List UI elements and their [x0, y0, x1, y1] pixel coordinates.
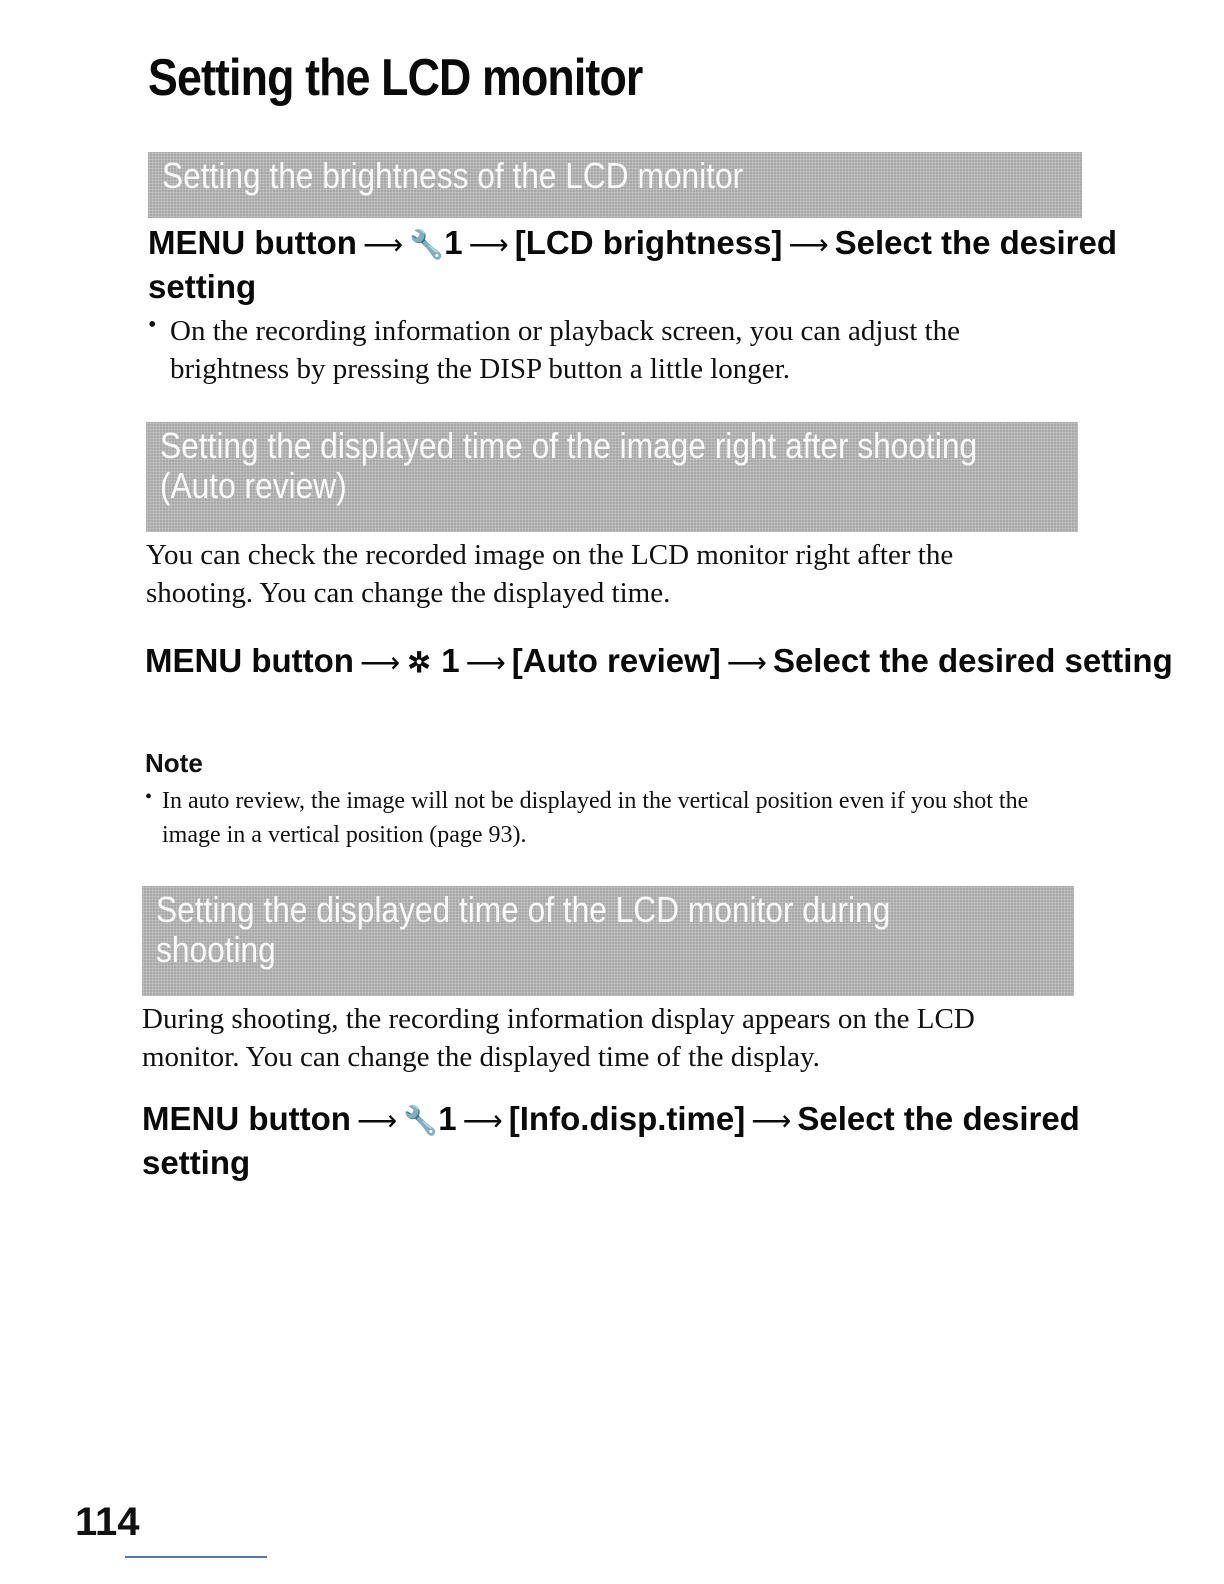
- arrow-icon: ⟶: [359, 647, 401, 678]
- arrow-icon: ⟶: [356, 1105, 398, 1136]
- section-heading-auto-review: [146, 422, 1078, 532]
- arrow-icon: ⟶: [751, 1105, 792, 1136]
- menu-item-lcd-brightness: [LCD brightness]: [514, 224, 783, 261]
- bullet-icon: •: [145, 786, 153, 808]
- menu-tab-number: 1: [438, 1100, 457, 1137]
- page-number-rule: [125, 1556, 267, 1558]
- arrow-icon: ⟶: [788, 229, 829, 260]
- menu-path-end: Select the desired setting: [142, 1100, 1080, 1181]
- menu-item-info-disp-time: [Info.disp.time]: [508, 1100, 746, 1137]
- note-label: Note: [145, 748, 203, 778]
- section-heading-info-display: [142, 886, 1074, 996]
- arrow-icon: ⟶: [462, 1105, 503, 1136]
- arrow-icon: ⟶: [465, 647, 506, 678]
- auto-review-note: In auto review, the image will not be displayed in the vertical position even if you shot the image in a vertical position (page 93).: [162, 788, 1029, 848]
- menu-button-label: MENU button: [142, 1100, 351, 1137]
- menu-button-label: MENU button: [145, 642, 354, 679]
- brightness-tip: On the recording information or playback screen, you can adjust the brightness by pressing the DISP button a little longer.: [170, 315, 960, 385]
- section-heading-info-display-line2: shooting: [156, 929, 276, 970]
- section-heading-auto-review-line2: (Auto review): [160, 465, 347, 506]
- arrow-icon: ⟶: [362, 229, 404, 260]
- section-heading-brightness-text: Setting the brightness of the LCD monitor: [162, 155, 744, 196]
- menu-path-lcd-brightness: [148, 222, 1178, 308]
- menu-path-info-disp-time: [142, 1098, 1172, 1184]
- wrench-icon: 🔧: [403, 1105, 438, 1136]
- arrow-icon: ⟶: [726, 647, 767, 678]
- wrench-icon: 🔧: [409, 229, 444, 260]
- arrow-icon: ⟶: [468, 229, 509, 260]
- gear-icon: ✲: [407, 647, 431, 678]
- bullet-icon: •: [148, 312, 157, 338]
- info-display-intro: During shooting, the recording information display appears on the LCD monitor. You can change the displayed time of the display.: [142, 1003, 975, 1073]
- menu-tab-number: 1: [444, 224, 463, 261]
- menu-path-end: Select the desired setting: [772, 642, 1173, 679]
- page-title: Setting the LCD monitor: [148, 49, 643, 107]
- menu-item-auto-review: [Auto review]: [511, 642, 721, 679]
- section-heading-brightness: [148, 152, 1082, 218]
- page-number: 114: [75, 1500, 140, 1544]
- menu-path-end: Select the desired setting: [148, 224, 1118, 305]
- menu-button-label: MENU button: [148, 224, 357, 261]
- section-heading-info-display-line1: Setting the displayed time of the LCD monitor during: [156, 889, 891, 930]
- menu-path-auto-review: [145, 640, 1175, 684]
- auto-review-intro: You can check the recorded image on the LCD monitor right after the shooting. You can change the displayed time.: [146, 539, 954, 609]
- menu-tab-number: 1: [441, 642, 460, 679]
- section-heading-auto-review-line1: Setting the displayed time of the image right after shooting: [160, 425, 978, 466]
